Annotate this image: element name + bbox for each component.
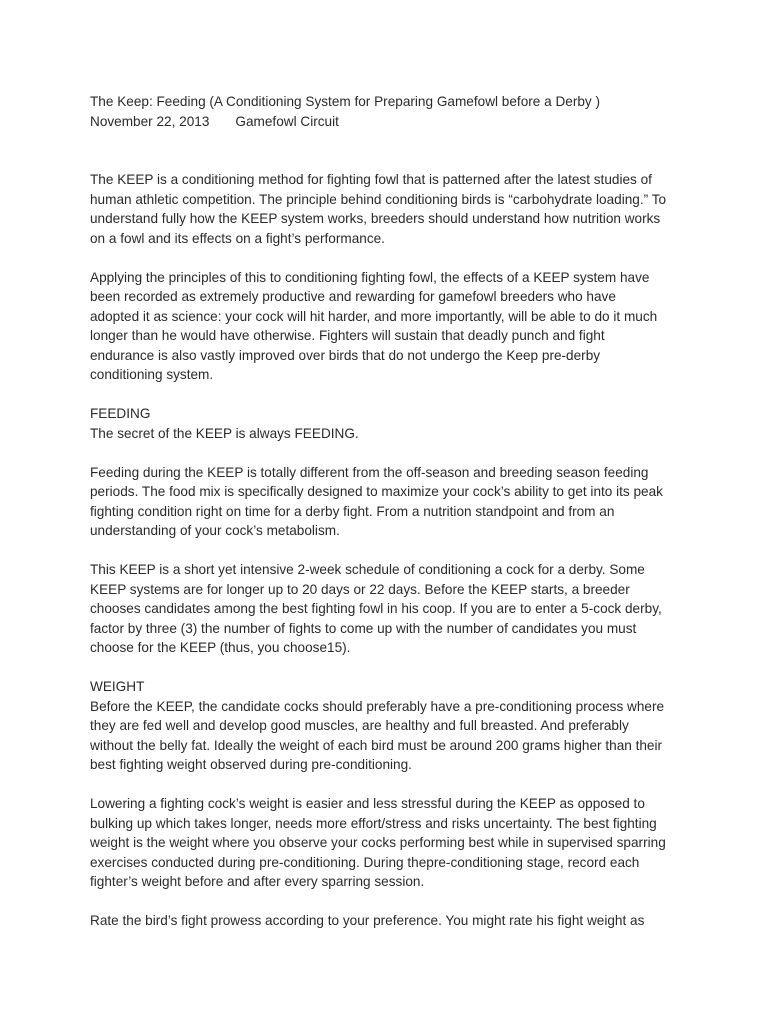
paragraph-line: Rate the bird’s fight prowess according to your preference. You might rate his fight weight as bbox=[90, 913, 645, 928]
paragraph-line: been recorded as extremely productive and rewarding for gamefowl breeders who have bbox=[90, 289, 616, 304]
document-title: The Keep: Feeding (A Conditioning System for Preparing Gamefowl before a Derby ) bbox=[90, 94, 601, 109]
publish-date: November 22, 2013 bbox=[90, 113, 210, 129]
paragraph bbox=[90, 911, 690, 931]
paragraph-line: bulking up which takes longer, needs more effort/stress and risks uncertainty. The best fighting bbox=[90, 815, 657, 831]
paragraph-line: Feeding during the KEEP is totally different from the off-season and breeding season feeding bbox=[90, 464, 649, 480]
paragraph-line: factor by three (3) the number of fights to come up with the number of candidates you must bbox=[90, 620, 637, 636]
paragraph bbox=[90, 560, 690, 658]
paragraph bbox=[90, 170, 690, 248]
paragraph bbox=[90, 404, 690, 443]
paragraph bbox=[90, 794, 690, 892]
paragraph-line: periods. The food mix is specifically designed to maximize your cock’s ability to get into its peak bbox=[90, 484, 663, 499]
document-body bbox=[90, 170, 690, 931]
paragraph bbox=[90, 268, 690, 385]
paragraph-line: understanding of your cock’s metabolism. bbox=[90, 523, 340, 538]
paragraph-line: without the belly fat. Ideally the weight of each bird must be around 200 grams higher than their bbox=[90, 737, 663, 753]
document-meta bbox=[90, 112, 690, 132]
paragraph-line: Lowering a fighting cock’s weight is easier and less stressful during the KEEP as opposed to bbox=[90, 796, 645, 811]
paragraph-line: Applying the principles of this to conditioning fighting fowl, the effects of a KEEP system have bbox=[90, 269, 650, 285]
section-heading: FEEDING bbox=[90, 406, 151, 421]
paragraph-line: KEEP systems are for longer up to 20 days or 22 days. Before the KEEP starts, a breeder bbox=[90, 581, 630, 597]
paragraph-line: fighter’s weight before and after every sparring session. bbox=[90, 874, 425, 889]
paragraph-line: fighting condition right on time for a derby fight. From a nutrition standpoint and from an bbox=[90, 503, 615, 519]
paragraph-line: best fighting weight observed during pre-conditioning. bbox=[90, 757, 412, 772]
paragraph-line: This KEEP is a short yet intensive 2-week schedule of conditioning a cock for a derby. Some bbox=[90, 562, 645, 577]
paragraph-line: longer than he would have otherwise. Fighters will sustain that deadly punch and fight bbox=[90, 328, 605, 343]
paragraph bbox=[90, 463, 690, 541]
paragraph-line: conditioning system. bbox=[90, 367, 214, 382]
paragraph-line: The KEEP is a conditioning method for fighting fowl that is patterned after the latest studies of bbox=[90, 172, 652, 187]
paragraph-line: on a fowl and its effects on a fight’s performance. bbox=[90, 230, 385, 246]
document-page bbox=[90, 92, 690, 950]
paragraph-line: endurance is also vastly improved over birds that do not undergo the Keep pre-derby bbox=[90, 347, 601, 363]
paragraph-line: choose for the KEEP (thus, you choose15). bbox=[90, 640, 351, 655]
paragraph-line: human athletic competition. The principle behind conditioning birds is “carbohydrate loading.” To bbox=[90, 191, 667, 207]
source-name: Gamefowl Circuit bbox=[235, 113, 339, 129]
paragraph-line: exercises conducted during pre-conditioning. During thepre-conditioning stage, record each bbox=[90, 854, 640, 870]
paragraph-line: The secret of the KEEP is always FEEDING. bbox=[90, 425, 359, 441]
paragraph-line: understand fully how the KEEP system works, breeders should understand how nutrition works bbox=[90, 211, 661, 226]
paragraph-line: they are fed well and develop good muscles, are healthy and full breasted. And preferably bbox=[90, 718, 629, 733]
paragraph-line: chooses candidates among the best fighting fowl in his coop. If you are to enter a 5-cock derby, bbox=[90, 601, 662, 616]
paragraph-line: Before the KEEP, the candidate cocks should preferably have a pre-conditioning process where bbox=[90, 698, 665, 714]
section-heading: WEIGHT bbox=[90, 679, 145, 694]
paragraph-line: weight is the weight where you observe your cocks performing best while in supervised sparring bbox=[90, 835, 666, 850]
paragraph-line: adopted it as science: your cock will hit harder, and more importantly, will be able to do it much bbox=[90, 308, 658, 324]
paragraph bbox=[90, 677, 690, 775]
spacer bbox=[90, 131, 690, 170]
